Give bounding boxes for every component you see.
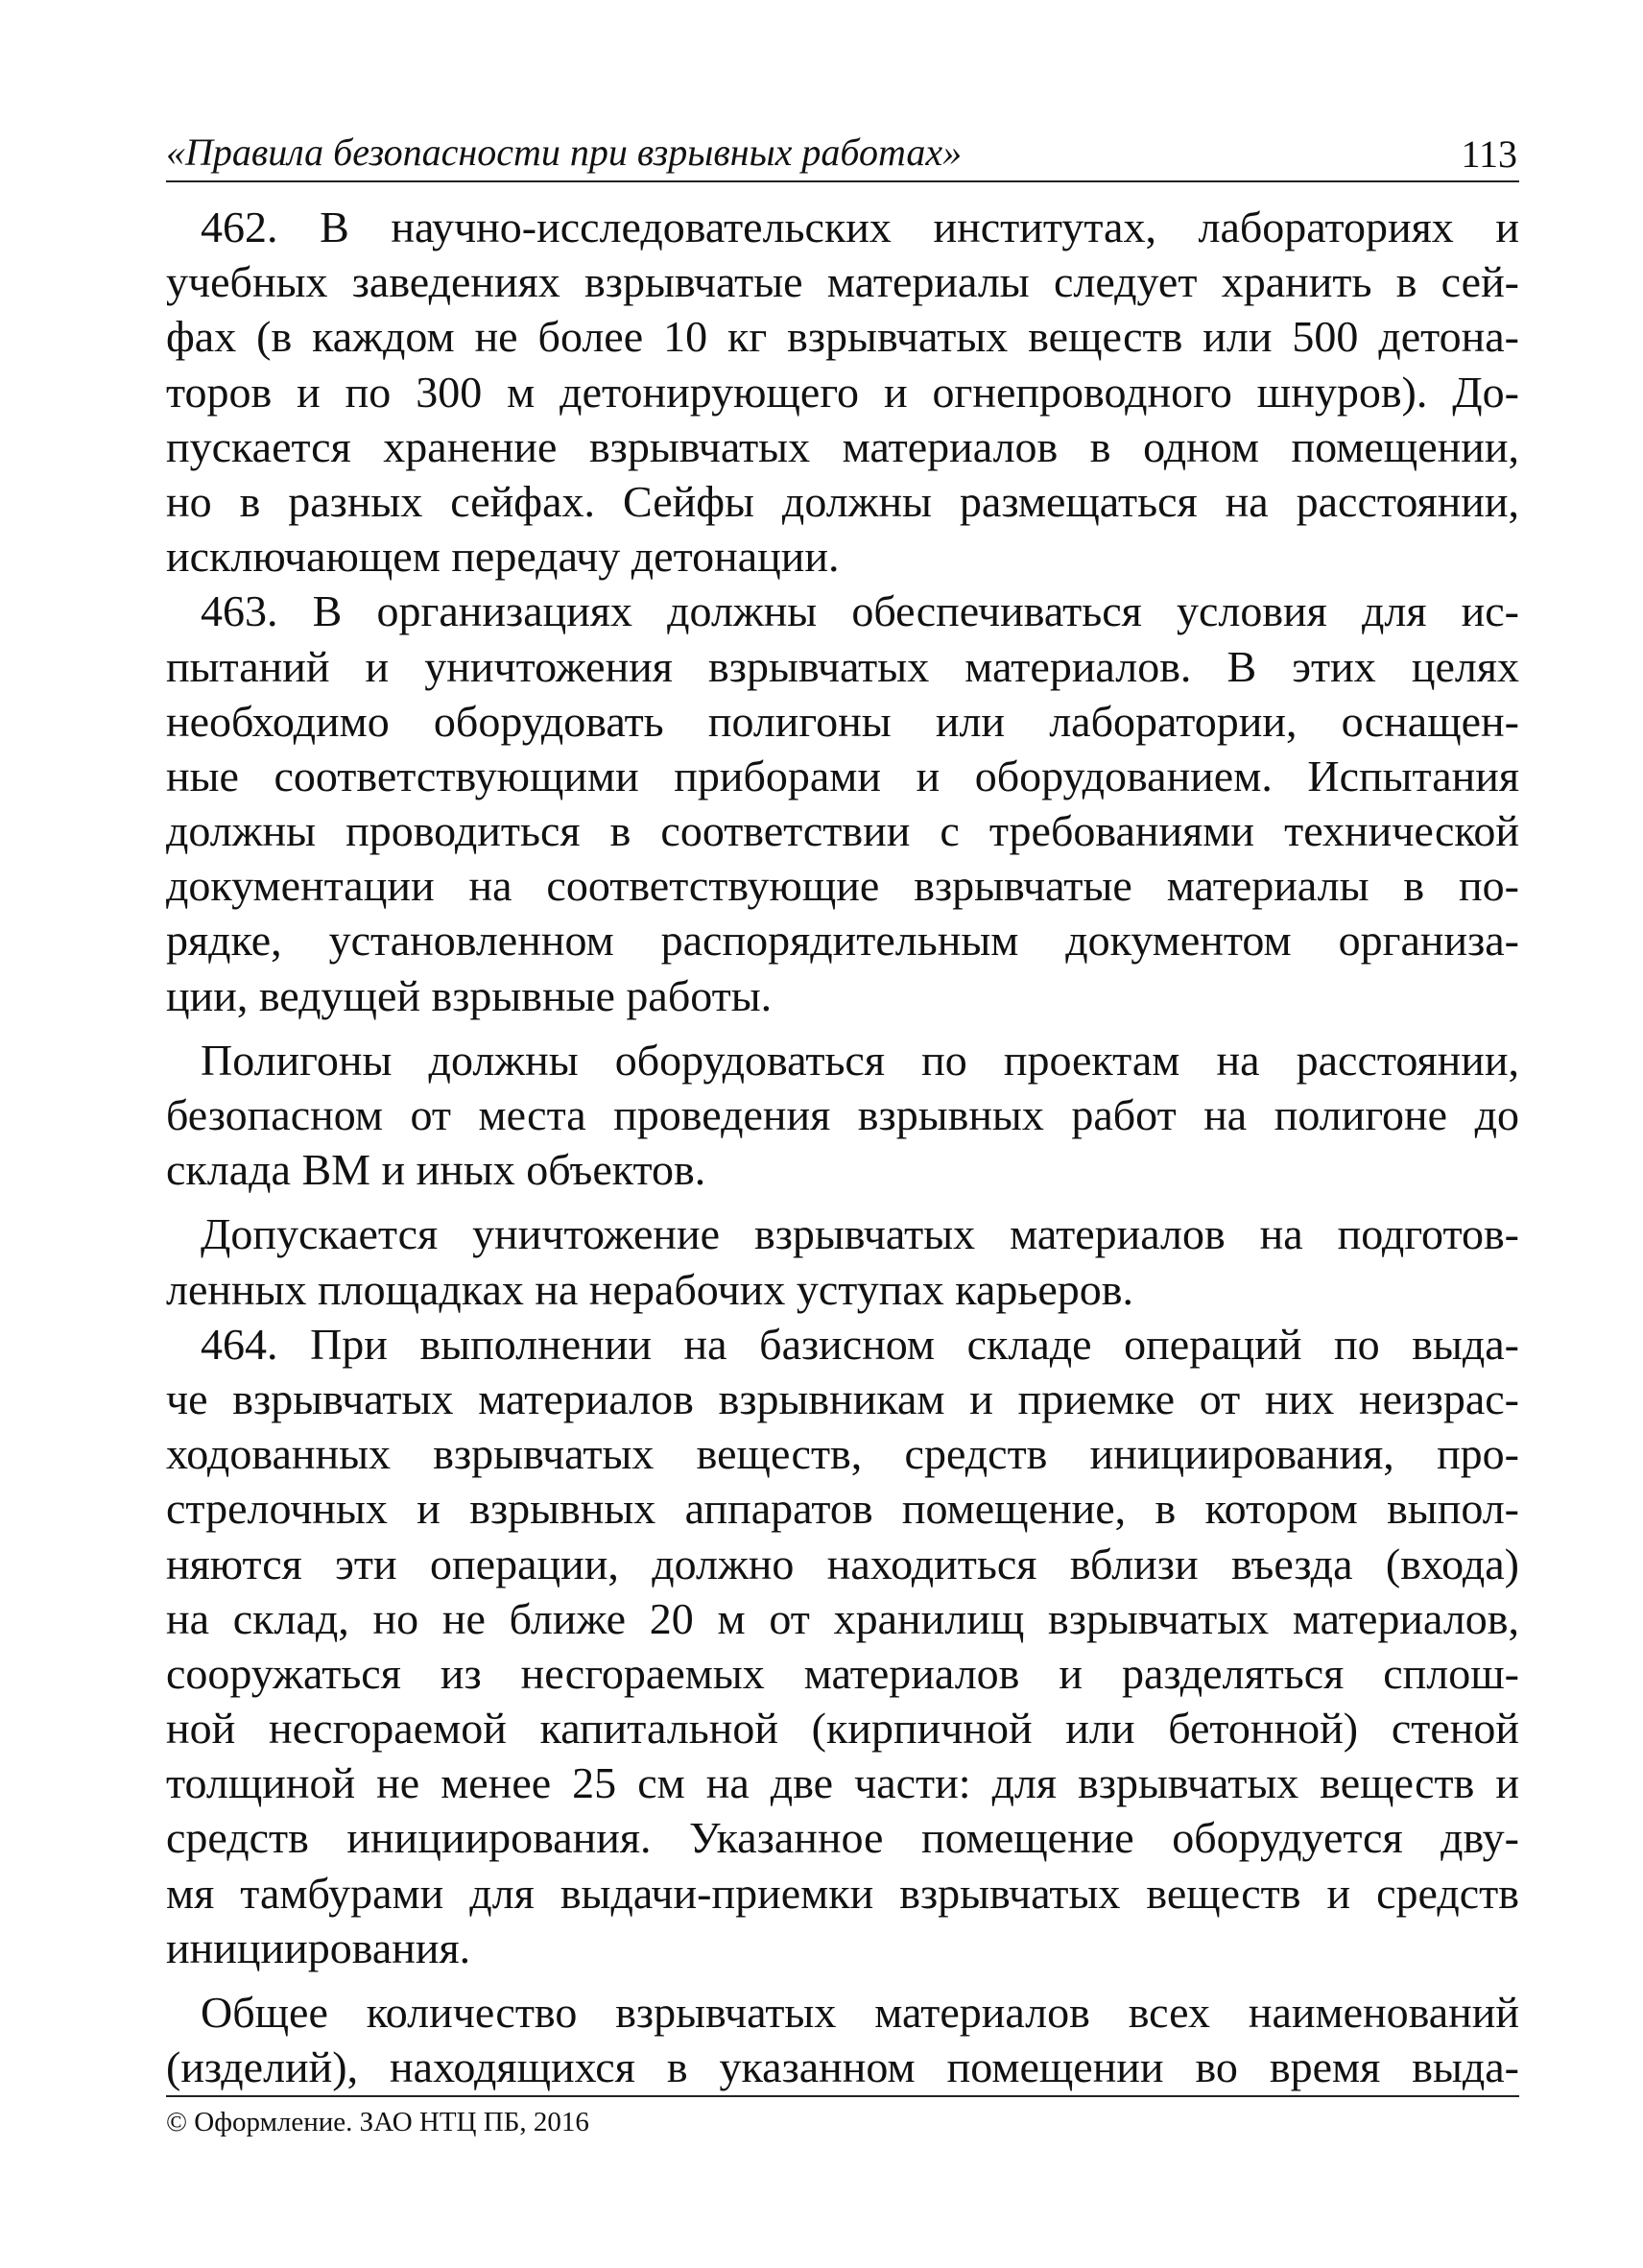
text-line: Полигоны должны оборудоваться по проектам на расстоянии, <box>201 1035 1519 1085</box>
text-line: необходимо оборудовать полигоны или лаборатории, оснащен- <box>166 696 1519 746</box>
text-line: средств инициирования. Указанное помещение оборудуется дву- <box>166 1813 1519 1863</box>
text-line: 463. В организациях должны обеспечиваться условия для ис- <box>201 586 1519 636</box>
paragraph-462 <box>166 200 1519 584</box>
text-line: няются эти операции, должно находиться вблизи въезда (входа) <box>166 1539 1519 1588</box>
text-line: че взрывчатых материалов взрывникам и приемке от них неизрас- <box>166 1373 1519 1423</box>
text-line: фах (в каждом не более 10 кг взрывчатых веществ или 500 детона- <box>166 312 1519 362</box>
text-line: документации на соответствующие взрывчатые материалы в по- <box>166 861 1519 911</box>
text-line: но в разных сейфах. Сейфы должны размещаться на расстоянии, <box>166 476 1519 526</box>
paragraph-464 <box>166 1317 1519 1975</box>
text-line: торов и по 300 м детонирующего и огнепроводного шнуров). До- <box>166 367 1519 417</box>
paragraph-total-quantity <box>166 1985 1519 2094</box>
text-line: сооружаться из несгораемых материалов и разделяться сплош- <box>166 1648 1519 1698</box>
text-line: ные соответствующими приборами и оборудованием. Испытания <box>166 751 1519 800</box>
paragraph-463 <box>166 584 1519 1023</box>
text-line: исключающем передачу детонации. <box>166 532 840 582</box>
text-line: пускается хранение взрывчатых материалов в одном помещении, <box>166 421 1519 471</box>
text-line: инициирования. <box>166 1922 471 1972</box>
text-line: 464. При выполнении на базисном складе операций по выда- <box>201 1319 1519 1369</box>
text-line: склада ВМ и иных объектов. <box>166 1145 706 1195</box>
text-line: безопасном от места проведения взрывных работ на полигоне до <box>166 1090 1519 1139</box>
text-line: ной несгораемой капитальной (кирпичной или бетонной) стеной <box>166 1704 1519 1754</box>
page-number: 113 <box>1461 132 1517 176</box>
text-line: мя тамбурами для выдачи-приемки взрывчатых веществ и средств <box>166 1868 1519 1918</box>
text-line: ленных площадках на нерабочих уступах карьеров. <box>166 1264 1133 1314</box>
text-line: на склад, но не ближе 20 м от хранилищ взрывчатых материалов, <box>166 1593 1519 1643</box>
text-line: должны проводиться в соответствии с требованиями технической <box>166 806 1519 856</box>
running-header <box>166 125 1519 182</box>
text-line: (изделий), находящихся в указанном помещении во время выда- <box>166 2042 1519 2092</box>
paragraph-destruction <box>166 1206 1519 1316</box>
paragraph-polygons <box>166 1033 1519 1198</box>
text-line: ции, ведущей взрывные работы. <box>166 970 773 1020</box>
text-line: учебных заведениях взрывчатые материалы следует хранить в сей- <box>166 257 1519 307</box>
text-line: ходованных взрывчатых веществ, средств инициирования, про- <box>166 1429 1519 1479</box>
text-line: пытаний и уничтожения взрывчатых материалов. В этих целях <box>166 641 1519 691</box>
text-line: Допускается уничтожение взрывчатых материалов на подготов- <box>201 1209 1519 1259</box>
page-footer <box>166 2095 1519 2138</box>
copyright-notice: © Оформление. ЗАО НТЦ ПБ, 2016 <box>166 2107 589 2137</box>
text-line: толщиной не менее 25 см на две части: для взрывчатых веществ и <box>166 1758 1519 1808</box>
text-line: Общее количество взрывчатых материалов всех наименований <box>201 1988 1519 2037</box>
text-line: стрелочных и взрывных аппаратов помещение, в котором выпол- <box>166 1484 1519 1534</box>
header-title: «Правила безопасности при взрывных работах» <box>166 131 963 174</box>
text-line: рядке, установленном распорядительным документом организа- <box>166 916 1519 966</box>
body-text <box>166 200 1519 2094</box>
text-line: 462. В научно-исследовательских институтах, лабораториях и <box>201 203 1519 251</box>
